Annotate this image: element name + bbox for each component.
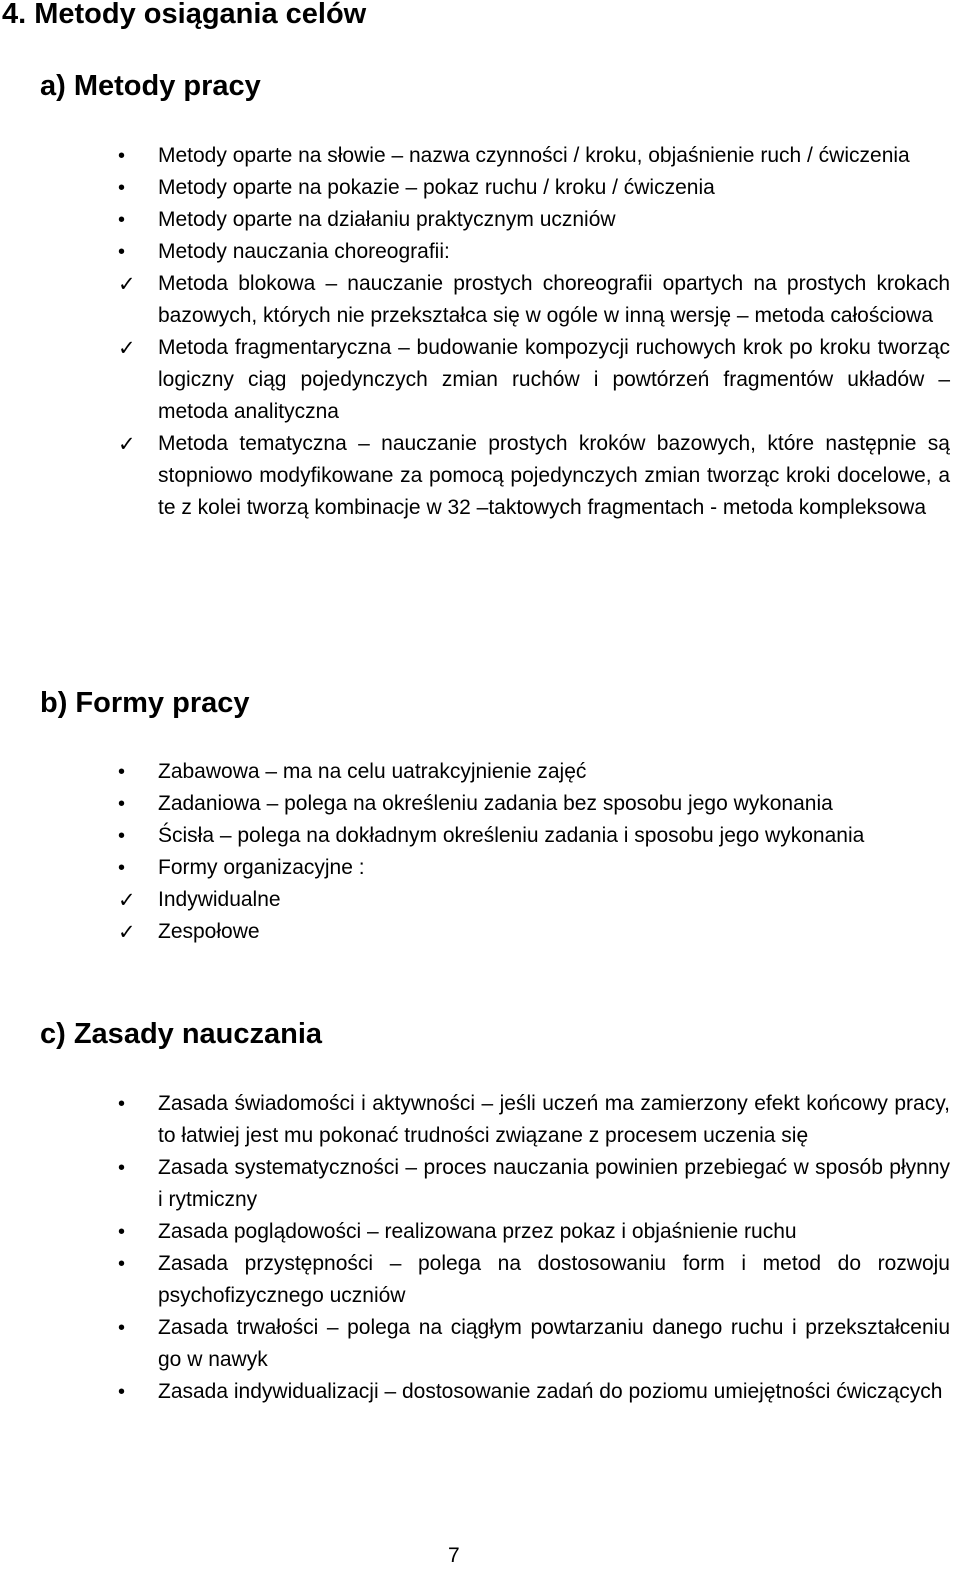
list-item: • Zadaniowa – polega na określeniu zadania bez sposobu jego wykonania: [158, 788, 950, 820]
list-item: • Zasada systematyczności – proces nauczania powinien przebiegać w sposób płynny i rytmiczny: [158, 1152, 950, 1216]
list-item: • Zasada poglądowości – realizowana przez pokaz i objaśnienie ruchu: [158, 1216, 950, 1248]
sublist-item-text: Zespołowe: [158, 920, 260, 943]
choreography-sublist: [118, 268, 950, 524]
section-heading-forms: b) Formy pracy: [40, 687, 250, 719]
list-item: • Zabawowa – ma na celu uatrakcyjnienie zajęć: [158, 756, 950, 788]
list-item: • Metody oparte na słowie – nazwa czynności / kroku, objaśnienie ruch / ćwiczenia: [158, 140, 950, 172]
sublist-item: [118, 428, 950, 524]
list-item-choreography: [118, 236, 950, 524]
methods-list: [118, 140, 950, 524]
sublist-item: [118, 916, 950, 948]
list-item: • Zasada świadomości i aktywności – jeśli uczeń ma zamierzony efekt końcowy pracy, to łatwiej jest mu pokonać trudności związane z procesem uczenia się: [158, 1088, 950, 1152]
section-heading-principles: c) Zasady nauczania: [40, 1018, 323, 1050]
forms-list: [118, 756, 950, 948]
checkmark-icon: ✓: [118, 432, 136, 456]
list-item-label: Formy organizacyjne :: [158, 856, 365, 879]
list-item: • Ścisła – polega na dokładnym określeniu zadania i sposobu jego wykonania: [158, 820, 950, 852]
sublist-item: [118, 268, 950, 332]
list-item: • Zasada trwałości – polega na ciągłym powtarzaniu danego ruchu i przekształceniu go w nawyk: [158, 1312, 950, 1376]
list-item: • Zasada indywidualizacji – dostosowanie zadań do poziomu umiejętności ćwiczących: [158, 1376, 950, 1408]
section-heading-methods: a) Metody pracy: [40, 70, 261, 102]
checkmark-icon: ✓: [118, 336, 136, 360]
list-item-organizational: [118, 852, 950, 948]
sublist-item-text: Metoda fragmentaryczna – budowanie kompozycji ruchowych krok po kroku tworząc logiczny ciąg pojedynczych zmian ruchów i powtórzeń fragmentów układów – metoda analityczna: [158, 336, 950, 423]
list-item: • Zasada przystępności – polega na dostosowaniu form i metod do rozwoju psychofizycznego uczniów: [158, 1248, 950, 1312]
list-item-label: Metody nauczania choreografii:: [158, 240, 450, 263]
sublist-item: [118, 332, 950, 428]
sublist-item: [118, 884, 950, 916]
list-item: • Metody oparte na pokazie – pokaz ruchu / kroku / ćwiczenia: [158, 172, 950, 204]
document-title: 4. Metody osiągania celów: [2, 0, 367, 30]
checkmark-icon: ✓: [118, 920, 136, 944]
page-number: 7: [448, 1544, 460, 1567]
list-item: • Metody oparte na działaniu praktycznym uczniów: [158, 204, 950, 236]
checkmark-icon: ✓: [118, 272, 136, 296]
principles-list: [158, 1088, 950, 1408]
sublist-item-text: Metoda blokowa – nauczanie prostych choreografii opartych na prostych krokach bazowych, których nie przekształca się w ogóle w inną wersję – metoda całościowa: [158, 272, 950, 327]
checkmark-icon: ✓: [118, 888, 136, 912]
sublist-item-text: Indywidualne: [158, 888, 281, 911]
sublist-item-text: Metoda tematyczna – nauczanie prostych kroków bazowych, które następnie są stopniowo modyfikowane za pomocą pojedynczych zmian tworząc kroki docelowe, a te z kolei tworzą kombinacje w 32 –taktowych fragmentach - metoda kompleksowa: [158, 432, 950, 519]
organizational-sublist: [118, 884, 950, 948]
